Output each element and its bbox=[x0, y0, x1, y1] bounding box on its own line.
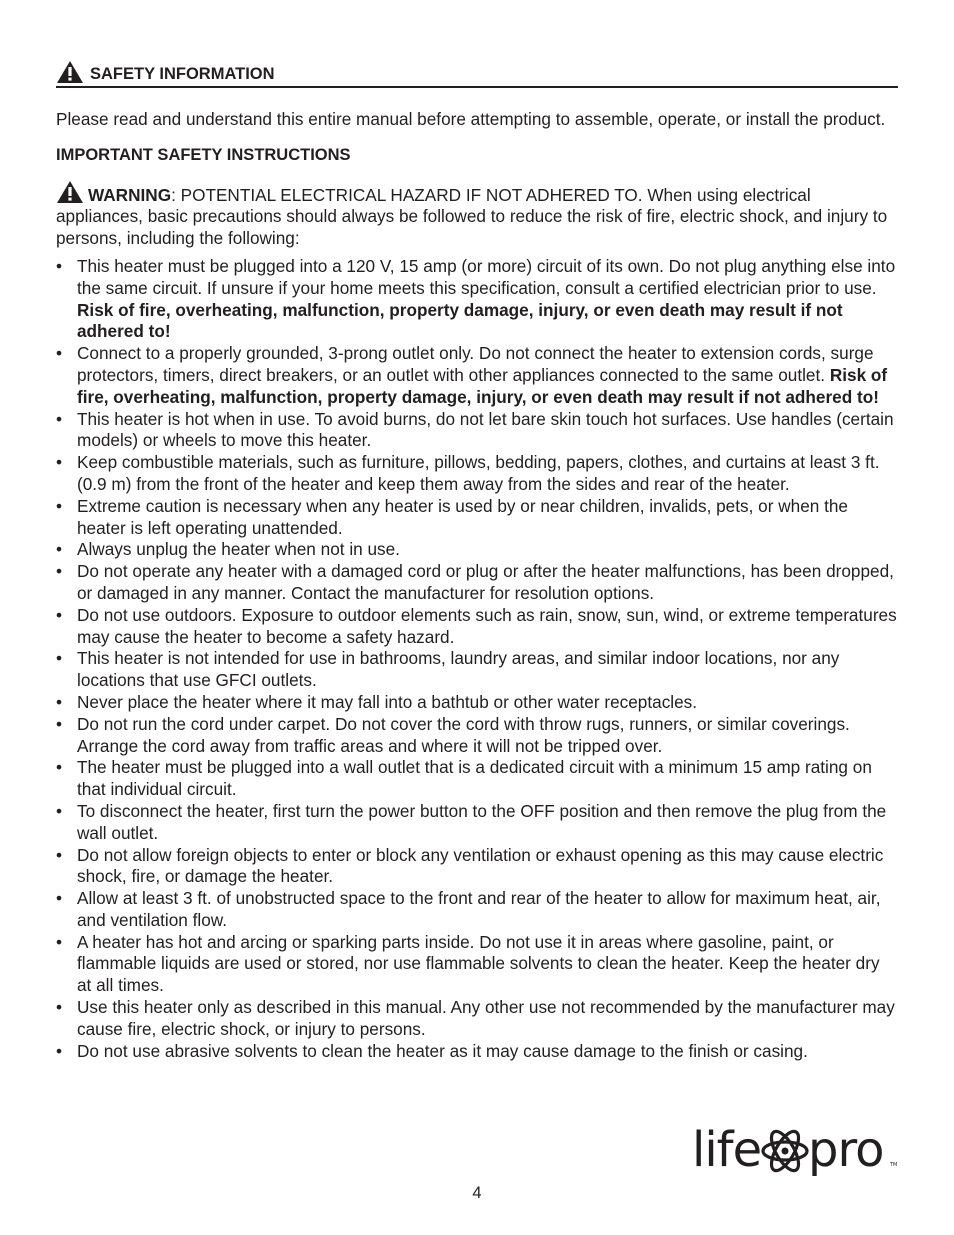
page-number: 4 bbox=[472, 1184, 482, 1202]
atom-logo-icon bbox=[763, 1127, 807, 1174]
warning-triangle-icon bbox=[56, 180, 84, 204]
lifepro-logo bbox=[692, 1120, 902, 1182]
list-item-text: A heater has hot and arcing or sparking parts inside. Do not use it in areas where gasoline, paint, or flammable liquids are used or stored, nor use flammable solvents to clean the heater. Keep the heater dry at all times. bbox=[77, 931, 880, 996]
manual-page bbox=[56, 58, 898, 1062]
list-item-text: Do not use outdoors. Exposure to outdoor elements such as rain, snow, sun, wind, or extreme temperatures may cause the heater to become a safety hazard. bbox=[77, 604, 897, 647]
list-item bbox=[56, 539, 898, 561]
bullet-marker: • bbox=[56, 561, 63, 582]
list-item bbox=[56, 714, 898, 758]
section-title: SAFETY INFORMATION bbox=[90, 65, 275, 83]
list-item bbox=[56, 1041, 898, 1063]
list-item-text: This heater is hot when in use. To avoid burns, do not let bare skin touch hot surfaces. Use handles (certain models) or wheels to move this heater. bbox=[77, 408, 894, 451]
bullet-marker: • bbox=[56, 495, 63, 516]
warning-triangle-icon bbox=[56, 60, 84, 84]
warning-paragraph bbox=[56, 180, 898, 250]
list-item bbox=[56, 845, 898, 889]
list-item-text: Allow at least 3 ft. of unobstructed space to the front and rear of the heater to allow for maximum heat, air, and ventilation flow. bbox=[77, 888, 881, 930]
list-item bbox=[56, 343, 898, 408]
list-item-text: This heater is not intended for use in bathrooms, laundry areas, and similar indoor locations, nor any locations that use GFCI outlets. bbox=[77, 648, 840, 691]
list-item-text: To disconnect the heater, first turn the power button to the OFF position and then remove the plug from the wall outlet. bbox=[77, 800, 887, 843]
list-item bbox=[56, 801, 898, 845]
bullet-marker: • bbox=[56, 539, 63, 560]
bullet-marker: • bbox=[56, 452, 63, 473]
list-item bbox=[56, 409, 898, 453]
list-item bbox=[56, 757, 898, 801]
list-item-text: Never place the heater where it may fall into a bathtub or other water receptacles. bbox=[77, 691, 698, 712]
list-item-text: Extreme caution is necessary when any heater is used by or near children, invalids, pets, or when the heater is left operating unattended. bbox=[77, 495, 848, 538]
list-item bbox=[56, 561, 898, 605]
bullet-marker: • bbox=[56, 757, 63, 778]
list-item bbox=[56, 256, 898, 343]
list-item bbox=[56, 888, 898, 932]
bullet-marker: • bbox=[56, 1040, 63, 1061]
bullet-marker: • bbox=[56, 997, 63, 1018]
bullet-marker: • bbox=[56, 604, 63, 625]
list-item-text: Do not allow foreign objects to enter or block any ventilation or exhaust opening as this may cause electric shock, fire, or damage the heater. bbox=[77, 844, 884, 887]
logo-text-left: life bbox=[692, 1122, 762, 1178]
list-item-text: Do not operate any heater with a damaged cord or plug or after the heater malfunctions, has been dropped, or damaged in any manner. Contact the manufacturer for resolution options. bbox=[77, 561, 894, 603]
list-item-text: The heater must be plugged into a wall outlet that is a dedicated circuit with a minimum 15 amp rating on that individual circuit. bbox=[77, 757, 872, 800]
warning-text: : POTENTIAL ELECTRICAL HAZARD IF NOT ADHERED TO. When using electrical appliances, basic precautions should always be followed to reduce the risk of fire, electric shock, and injury to persons, including the following: bbox=[56, 184, 888, 249]
bullet-marker: • bbox=[56, 343, 63, 364]
bullet-marker: • bbox=[56, 408, 63, 429]
logo-trademark: TM bbox=[890, 1162, 898, 1168]
logo-text-right: pro bbox=[808, 1122, 884, 1178]
list-item bbox=[56, 452, 898, 496]
list-item-bold-warning: Risk of fire, overheating, malfunction, property damage, injury, or even death may result if not adhered to! bbox=[77, 299, 843, 342]
bullet-marker: • bbox=[56, 648, 63, 669]
list-item bbox=[56, 997, 898, 1041]
list-item bbox=[56, 496, 898, 540]
list-item-bold-warning: Risk of fire, overheating, malfunction, property damage, injury, or even death may result if not adhered to! bbox=[77, 364, 888, 407]
list-item bbox=[56, 692, 898, 714]
section-header bbox=[56, 58, 898, 88]
list-item bbox=[56, 605, 898, 649]
safety-instruction-list bbox=[56, 256, 898, 1062]
list-item-text: Connect to a properly grounded, 3-prong outlet only. Do not connect the heater to extension cords, surge protectors, timers, direct breakers, or an outlet with other appliances connected to the same outlet. bbox=[77, 343, 874, 385]
bullet-marker: • bbox=[56, 713, 63, 734]
list-item-text: Do not run the cord under carpet. Do not cover the cord with throw rugs, runners, or similar coverings. Arrange the cord away from traffic areas and where it will not be tripped over. bbox=[77, 713, 850, 756]
bullet-marker: • bbox=[56, 255, 63, 276]
bullet-marker: • bbox=[56, 691, 63, 712]
bullet-marker: • bbox=[56, 800, 63, 821]
list-item-text: This heater must be plugged into a 120 V, 15 amp (or more) circuit of its own. Do not plug anything else into the same circuit. If unsure if your home meets this specification, consult a certified electrician prior to use. bbox=[77, 255, 896, 298]
warning-label: WARNING bbox=[88, 184, 172, 205]
list-item-text: Use this heater only as described in this manual. Any other use not recommended by the manufacturer may cause fire, electric shock, or injury to persons. bbox=[77, 997, 895, 1039]
subheading: IMPORTANT SAFETY INSTRUCTIONS bbox=[56, 145, 351, 164]
bullet-marker: • bbox=[56, 931, 63, 952]
bullet-marker: • bbox=[56, 844, 63, 865]
list-item-text: Always unplug the heater when not in use. bbox=[77, 539, 400, 560]
list-item-text: Do not use abrasive solvents to clean the heater as it may cause damage to the finish or casing. bbox=[77, 1040, 808, 1061]
list-item bbox=[56, 648, 898, 692]
bullet-marker: • bbox=[56, 888, 63, 909]
list-item-text: Keep combustible materials, such as furniture, pillows, bedding, papers, clothes, and curtains at least 3 ft. (0.9 m) from the front of the heater and keep them away from the sides and rear of the heater. bbox=[77, 452, 880, 494]
intro-paragraph: Please read and understand this entire manual before attempting to assemble, operate, or install the product. bbox=[56, 109, 886, 129]
list-item bbox=[56, 932, 898, 997]
